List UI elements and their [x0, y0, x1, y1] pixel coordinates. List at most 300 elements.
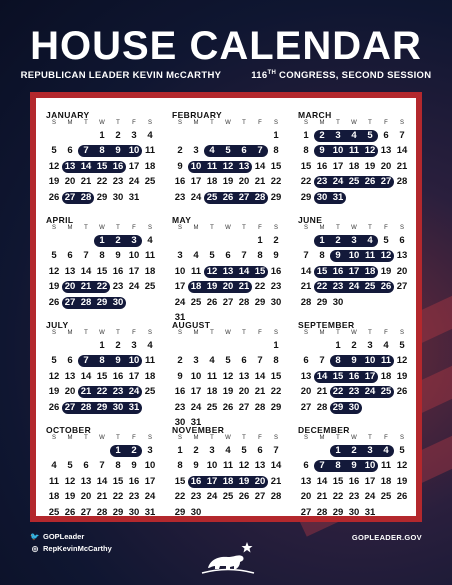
calendar-day: 29 [270, 401, 282, 413]
session-day: 21 [78, 386, 94, 398]
calendar-day: 23 [174, 191, 186, 203]
calendar-day: 6 [241, 355, 247, 367]
weekday-label: T [210, 435, 214, 441]
calendar-day: 15 [300, 160, 312, 172]
empty-day [172, 130, 188, 142]
week-row [172, 385, 298, 401]
session-day: 1 [314, 235, 330, 247]
calendar-day: 14 [254, 160, 266, 172]
calendar-day: 2 [351, 339, 357, 351]
calendar-day: 8 [257, 250, 263, 262]
weekday-header [172, 330, 298, 338]
calendar-day: 14 [300, 265, 312, 277]
calendar-day: 26 [238, 491, 250, 503]
calendar-day: 18 [380, 370, 392, 382]
weekday-label: T [116, 330, 120, 336]
calendar-day: 31 [364, 506, 376, 518]
session-day: 19 [204, 281, 220, 293]
calendar-day: 30 [174, 417, 186, 429]
calendar-day: 25 [48, 506, 60, 518]
empty-day [46, 340, 62, 352]
instagram-link[interactable] [30, 543, 112, 555]
empty-day [78, 340, 94, 352]
weekday-label: T [116, 120, 120, 126]
calendar-day: 27 [300, 506, 312, 518]
weekday-label: M [193, 120, 199, 126]
session-day: 8 [94, 355, 110, 367]
weekday-label: M [319, 330, 325, 336]
calendar-day: 15 [96, 265, 108, 277]
session-day: 4 [362, 235, 378, 247]
calendar-day: 8 [115, 460, 121, 472]
empty-day [62, 235, 78, 247]
session-day: 12 [204, 266, 220, 278]
calendar-day: 23 [112, 281, 124, 293]
session-day: 23 [330, 281, 346, 293]
week-row [46, 295, 172, 311]
session-day: 5 [362, 130, 378, 142]
session-day: 24 [346, 281, 362, 293]
calendar-day: 18 [348, 160, 360, 172]
calendar-day: 3 [367, 339, 373, 351]
calendar-day: 29 [96, 191, 108, 203]
weekday-label: S [273, 120, 278, 126]
calendar-day: 17 [128, 370, 140, 382]
calendar-day: 4 [147, 339, 153, 351]
calendar-day: 26 [206, 296, 218, 308]
calendar-day: 8 [273, 355, 279, 367]
calendar-day: 22 [174, 491, 186, 503]
week-row [172, 280, 298, 296]
calendar-day: 1 [99, 129, 105, 141]
weekday-label: M [67, 225, 73, 231]
weekday-header [298, 330, 424, 338]
week-row [298, 338, 424, 354]
session-day: 10 [126, 145, 142, 157]
week-row [46, 190, 172, 206]
calendar-day: 14 [80, 370, 92, 382]
session-day: 27 [62, 402, 78, 414]
calendar-day: 25 [380, 491, 392, 503]
empty-day [188, 340, 204, 352]
twitter-icon: 🐦 [30, 532, 40, 541]
calendar-day: 12 [222, 370, 234, 382]
calendar-day: 22 [96, 176, 108, 188]
week-row [298, 280, 424, 296]
session-day: 27 [378, 176, 394, 188]
calendar-day: 12 [64, 475, 76, 487]
calendar-day: 17 [190, 176, 202, 188]
empty-day [188, 130, 204, 142]
weekday-label: T [210, 120, 214, 126]
session-day: 14 [78, 161, 94, 173]
calendar-day: 2 [177, 145, 183, 157]
weekday-label: S [177, 330, 182, 336]
weekday-label: W [225, 435, 231, 441]
session-day: 23 [110, 386, 126, 398]
calendar-day: 13 [64, 265, 76, 277]
session-day: 14 [314, 371, 330, 383]
calendar-day: 11 [144, 250, 156, 262]
session-day: 25 [378, 386, 394, 398]
calendar-day: 31 [174, 312, 186, 324]
calendar-day: 3 [131, 339, 137, 351]
week-row [298, 295, 424, 311]
calendar-day: 6 [399, 234, 405, 246]
calendar-day: 26 [48, 296, 60, 308]
empty-day [46, 445, 62, 457]
calendar-day: 16 [174, 176, 186, 188]
weekday-label: T [336, 330, 340, 336]
week-row [172, 249, 298, 265]
weekday-label: M [319, 120, 325, 126]
instagram-icon: ◎ [31, 544, 39, 553]
week-row [46, 264, 172, 280]
weekday-label: W [225, 330, 231, 336]
website-link[interactable]: GOPLEADER.GOV [351, 533, 422, 542]
calendar-day: 14 [254, 370, 266, 382]
session-day: 27 [62, 297, 78, 309]
calendar-day: 13 [80, 475, 92, 487]
calendar-day: 6 [83, 460, 89, 472]
calendar-day: 10 [190, 370, 202, 382]
session-day: 15 [330, 371, 346, 383]
session-day: 7 [314, 460, 330, 472]
weekday-label: T [368, 225, 372, 231]
calendar-day: 9 [131, 460, 137, 472]
weekday-header [298, 225, 424, 233]
calendar-day: 11 [206, 370, 218, 382]
calendar-day: 5 [51, 250, 57, 262]
weekday-header [46, 225, 172, 233]
session-day: 12 [378, 250, 394, 262]
month-name: AUGUST [172, 320, 211, 330]
calendar-day: 12 [48, 265, 60, 277]
calendar-day: 29 [112, 506, 124, 518]
calendar-day: 19 [396, 370, 408, 382]
calendar-day: 1 [273, 339, 279, 351]
calendar-day: 7 [273, 444, 279, 456]
session-day: 25 [346, 176, 362, 188]
week-row [172, 354, 298, 370]
calendar-day: 30 [112, 191, 124, 203]
session-day: 11 [346, 145, 362, 157]
calendar-day: 4 [147, 129, 153, 141]
calendar-day: 17 [144, 475, 156, 487]
calendar-day: 12 [396, 460, 408, 472]
calendar-day: 13 [380, 145, 392, 157]
empty-day [298, 340, 314, 352]
calendar-frame [30, 92, 422, 522]
calendar-day: 20 [80, 491, 92, 503]
weekday-label: S [303, 435, 308, 441]
week-row [46, 128, 172, 144]
calendar-day: 7 [319, 355, 325, 367]
calendar-day: 11 [222, 460, 234, 472]
weekday-header [298, 435, 424, 443]
session-day: 2 [126, 445, 142, 457]
calendar-day: 11 [144, 145, 156, 157]
month-name: JULY [46, 320, 69, 330]
calendar-day: 12 [48, 370, 60, 382]
calendar-day: 6 [257, 444, 263, 456]
calendar-day: 11 [190, 265, 202, 277]
session-day: 20 [220, 281, 236, 293]
empty-day [94, 445, 110, 457]
month-name: DECEMBER [298, 425, 350, 435]
week-row [172, 233, 298, 249]
calendar-day: 21 [316, 491, 328, 503]
weekday-label: S [51, 330, 56, 336]
calendar-day: 21 [316, 386, 328, 398]
calendar-day: 8 [177, 460, 183, 472]
month-december [298, 425, 424, 530]
session-day: 9 [346, 355, 362, 367]
session-day: 17 [346, 266, 362, 278]
session-day: 10 [346, 250, 362, 262]
bear-seal-icon [200, 538, 256, 578]
week-row [46, 443, 172, 459]
session-day: 16 [110, 161, 126, 173]
calendar-day: 5 [51, 355, 57, 367]
calendar-day: 1 [303, 129, 309, 141]
session-day: 10 [330, 145, 346, 157]
calendar-day: 19 [64, 491, 76, 503]
week-row [298, 505, 424, 521]
month-name: MARCH [298, 110, 332, 120]
session-day: 26 [362, 176, 378, 188]
session-day: 1 [110, 445, 126, 457]
week-row [298, 249, 424, 265]
session-day: 1 [330, 445, 346, 457]
month-name: JUNE [298, 215, 323, 225]
session-day: 12 [220, 161, 236, 173]
weekday-label: T [84, 435, 88, 441]
calendar-day: 24 [128, 176, 140, 188]
calendar-day: 16 [348, 475, 360, 487]
calendar-day: 24 [190, 191, 202, 203]
month-name: FEBRUARY [172, 110, 223, 120]
calendar-day: 16 [128, 475, 140, 487]
session-day: 22 [94, 281, 110, 293]
calendar-day: 19 [222, 176, 234, 188]
calendar-day: 4 [383, 339, 389, 351]
weekday-label: W [99, 435, 105, 441]
session-day: 27 [62, 192, 78, 204]
week-row [46, 144, 172, 160]
session-day: 13 [62, 161, 78, 173]
page-title: HOUSE CALENDAR [30, 24, 422, 68]
week-row [46, 354, 172, 370]
weekday-label: T [336, 435, 340, 441]
session-day: 22 [314, 281, 330, 293]
weekday-header [46, 120, 172, 128]
calendar-day: 2 [115, 129, 121, 141]
calendar-day: 6 [303, 460, 309, 472]
calendar-day: 9 [177, 160, 183, 172]
calendar-day: 17 [128, 265, 140, 277]
session-day: 16 [188, 476, 204, 488]
calendar-day: 16 [270, 265, 282, 277]
calendar-day: 24 [128, 281, 140, 293]
calendar-day: 7 [399, 129, 405, 141]
calendar-day: 19 [48, 386, 60, 398]
weekday-label: S [147, 120, 152, 126]
month-name: JANUARY [46, 110, 90, 120]
session-day: 9 [314, 145, 330, 157]
calendar-day: 4 [147, 234, 153, 246]
session-day: 28 [78, 297, 94, 309]
weekday-label: S [147, 225, 152, 231]
weekday-label: W [99, 225, 105, 231]
week-row [172, 264, 298, 280]
calendar-day: 26 [222, 401, 234, 413]
weekday-label: T [116, 225, 120, 231]
session-day: 28 [78, 192, 94, 204]
empty-day [236, 130, 252, 142]
session-day: 4 [378, 445, 394, 457]
weekday-label: F [384, 120, 388, 126]
calendar-day: 16 [174, 386, 186, 398]
week-row [46, 338, 172, 354]
empty-day [62, 340, 78, 352]
session-day: 6 [236, 145, 252, 157]
congress-number: 116 [251, 70, 268, 81]
weekday-label: T [84, 120, 88, 126]
session-day: 30 [110, 402, 126, 414]
weekday-label: S [399, 330, 404, 336]
week-row [298, 159, 424, 175]
empty-day [172, 340, 188, 352]
calendar-day: 3 [193, 145, 199, 157]
calendar-day: 27 [396, 281, 408, 293]
calendar-day: 29 [270, 191, 282, 203]
calendar-day: 18 [48, 491, 60, 503]
weekday-label: S [303, 120, 308, 126]
calendar-day: 14 [96, 475, 108, 487]
calendar-day: 6 [303, 355, 309, 367]
weekday-label: W [351, 120, 357, 126]
session-day: 22 [330, 386, 346, 398]
calendar-day: 26 [64, 506, 76, 518]
calendar-day: 23 [270, 281, 282, 293]
calendar-day: 17 [128, 160, 140, 172]
weekday-header [46, 435, 172, 443]
calendar-day: 20 [238, 386, 250, 398]
calendar-day: 19 [364, 160, 376, 172]
session-day: 24 [362, 386, 378, 398]
week-row [298, 443, 424, 459]
weekday-label: S [177, 225, 182, 231]
calendar-day: 28 [316, 506, 328, 518]
session-day: 7 [78, 145, 94, 157]
week-row [172, 144, 298, 160]
empty-day [204, 130, 220, 142]
calendar-day: 9 [193, 460, 199, 472]
session-day: 23 [346, 386, 362, 398]
week-row [298, 474, 424, 490]
leader-name: REPUBLICAN LEADER KEVIN McCARTHY [20, 70, 222, 81]
calendar-day: 10 [174, 265, 186, 277]
month-name: MAY [172, 215, 192, 225]
weekday-label: M [319, 435, 325, 441]
month-name: NOVEMBER [172, 425, 225, 435]
session-day: 10 [362, 460, 378, 472]
calendar-day: 22 [270, 386, 282, 398]
subtitle [0, 70, 452, 81]
calendar-day: 23 [128, 491, 140, 503]
session-day: 31 [126, 402, 142, 414]
session-day: 30 [346, 402, 362, 414]
week-row [172, 338, 298, 354]
calendar-day: 13 [254, 460, 266, 472]
calendar-day: 26 [48, 401, 60, 413]
calendar-day: 3 [193, 355, 199, 367]
calendar-day: 21 [270, 475, 282, 487]
calendar-day: 7 [99, 460, 105, 472]
weekday-label: F [258, 330, 262, 336]
week-row [46, 505, 172, 521]
session-day: 8 [330, 355, 346, 367]
calendar-day: 5 [209, 250, 215, 262]
calendar-day: 29 [332, 506, 344, 518]
calendar-day: 6 [67, 145, 73, 157]
twitter-link[interactable] [30, 531, 112, 543]
calendar-day: 18 [144, 160, 156, 172]
calendar-day: 16 [112, 370, 124, 382]
session-day: 2 [346, 445, 362, 457]
session-day: 28 [252, 192, 268, 204]
calendar-day: 10 [144, 460, 156, 472]
calendar-day: 7 [303, 250, 309, 262]
month-august [172, 320, 298, 429]
session-day: 7 [252, 145, 268, 157]
weekday-label: S [273, 330, 278, 336]
calendar-day: 19 [380, 265, 392, 277]
session-day: 15 [314, 266, 330, 278]
session-day: 15 [252, 266, 268, 278]
weekday-label: T [116, 435, 120, 441]
calendar-day: 26 [396, 491, 408, 503]
week-row [46, 474, 172, 490]
calendar-day: 6 [383, 129, 389, 141]
session-day: 24 [330, 176, 346, 188]
weekday-header [46, 330, 172, 338]
weekday-label: T [242, 120, 246, 126]
calendar-day: 21 [80, 176, 92, 188]
calendar-day: 27 [254, 491, 266, 503]
weekday-label: W [99, 330, 105, 336]
month-name: OCTOBER [46, 425, 92, 435]
calendar-day: 8 [303, 145, 309, 157]
session-day: 3 [126, 235, 142, 247]
session-day: 10 [362, 355, 378, 367]
month-name: APRIL [46, 215, 74, 225]
week-row [172, 175, 298, 191]
empty-day [220, 235, 236, 247]
week-row [298, 385, 424, 401]
weekday-label: T [336, 120, 340, 126]
session-day: 15 [94, 161, 110, 173]
week-row [298, 144, 424, 160]
session-day: 22 [94, 386, 110, 398]
weekday-label: S [177, 435, 182, 441]
calendar-day: 3 [209, 444, 215, 456]
weekday-header [298, 120, 424, 128]
calendar-day: 25 [222, 491, 234, 503]
calendar-day: 28 [396, 176, 408, 188]
month-february [172, 110, 298, 215]
